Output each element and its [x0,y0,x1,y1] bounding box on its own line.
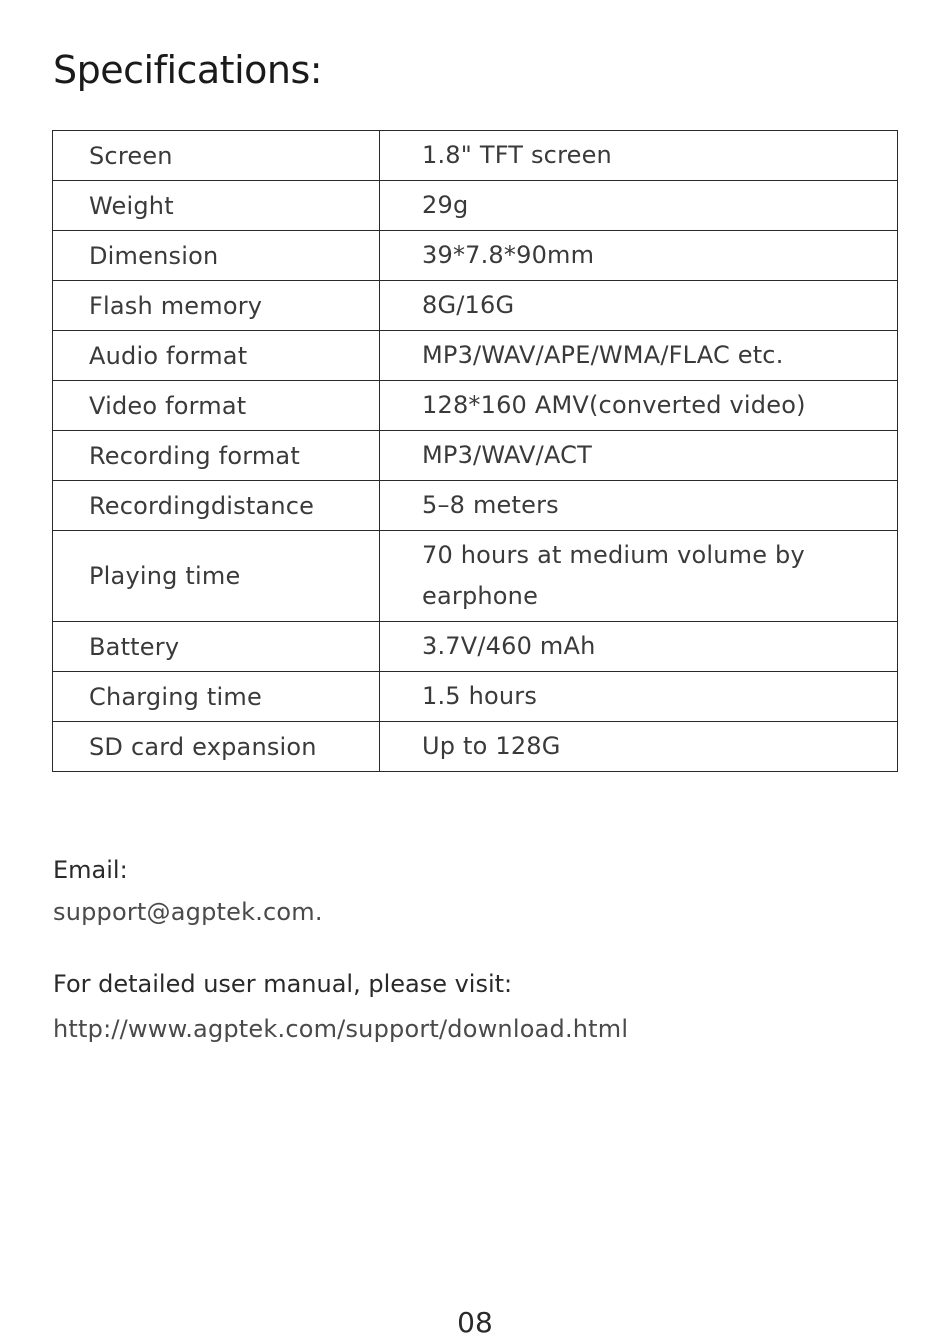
spec-label: Recording format [53,431,380,481]
spec-value: 128*160 AMV(converted video) [380,381,898,431]
table-row [53,722,898,772]
table-row [53,622,898,672]
specifications-table [52,130,898,772]
email-label: Email: [53,856,128,884]
spec-label: Playing time [53,531,380,622]
spec-value: 29g [380,181,898,231]
spec-label: Dimension [53,231,380,281]
spec-label: Charging time [53,672,380,722]
page-number: 08 [457,1306,493,1339]
table-row [53,672,898,722]
spec-value: Up to 128G [380,722,898,772]
spec-label: Flash memory [53,281,380,331]
spec-label: Screen [53,131,380,181]
spec-value: 5–8 meters [380,481,898,531]
table-row [53,381,898,431]
spec-value: 8G/16G [380,281,898,331]
email-address[interactable]: support@agptek.com. [53,898,323,926]
table-row [53,331,898,381]
table-row [53,531,898,622]
spec-value: 39*7.8*90mm [380,231,898,281]
spec-label: Battery [53,622,380,672]
spec-value: MP3/WAV/ACT [380,431,898,481]
spec-label: Recordingdistance [53,481,380,531]
spec-label: Audio format [53,331,380,381]
table-row [53,431,898,481]
spec-value: 70 hours at medium volume by earphone [380,531,898,622]
table-row [53,481,898,531]
spec-label: SD card expansion [53,722,380,772]
manual-label: For detailed user manual, please visit: [53,970,513,998]
table-row [53,231,898,281]
spec-value: 1.8" TFT screen [380,131,898,181]
table-row [53,281,898,331]
spec-label: Video format [53,381,380,431]
manual-link[interactable]: http://www.agptek.com/support/download.html [53,1015,629,1043]
spec-value: MP3/WAV/APE/WMA/FLAC etc. [380,331,898,381]
table-row [53,131,898,181]
table-row [53,181,898,231]
page-title: Specifications: [53,48,323,92]
spec-label: Weight [53,181,380,231]
spec-value: 3.7V/460 mAh [380,622,898,672]
spec-value: 1.5 hours [380,672,898,722]
